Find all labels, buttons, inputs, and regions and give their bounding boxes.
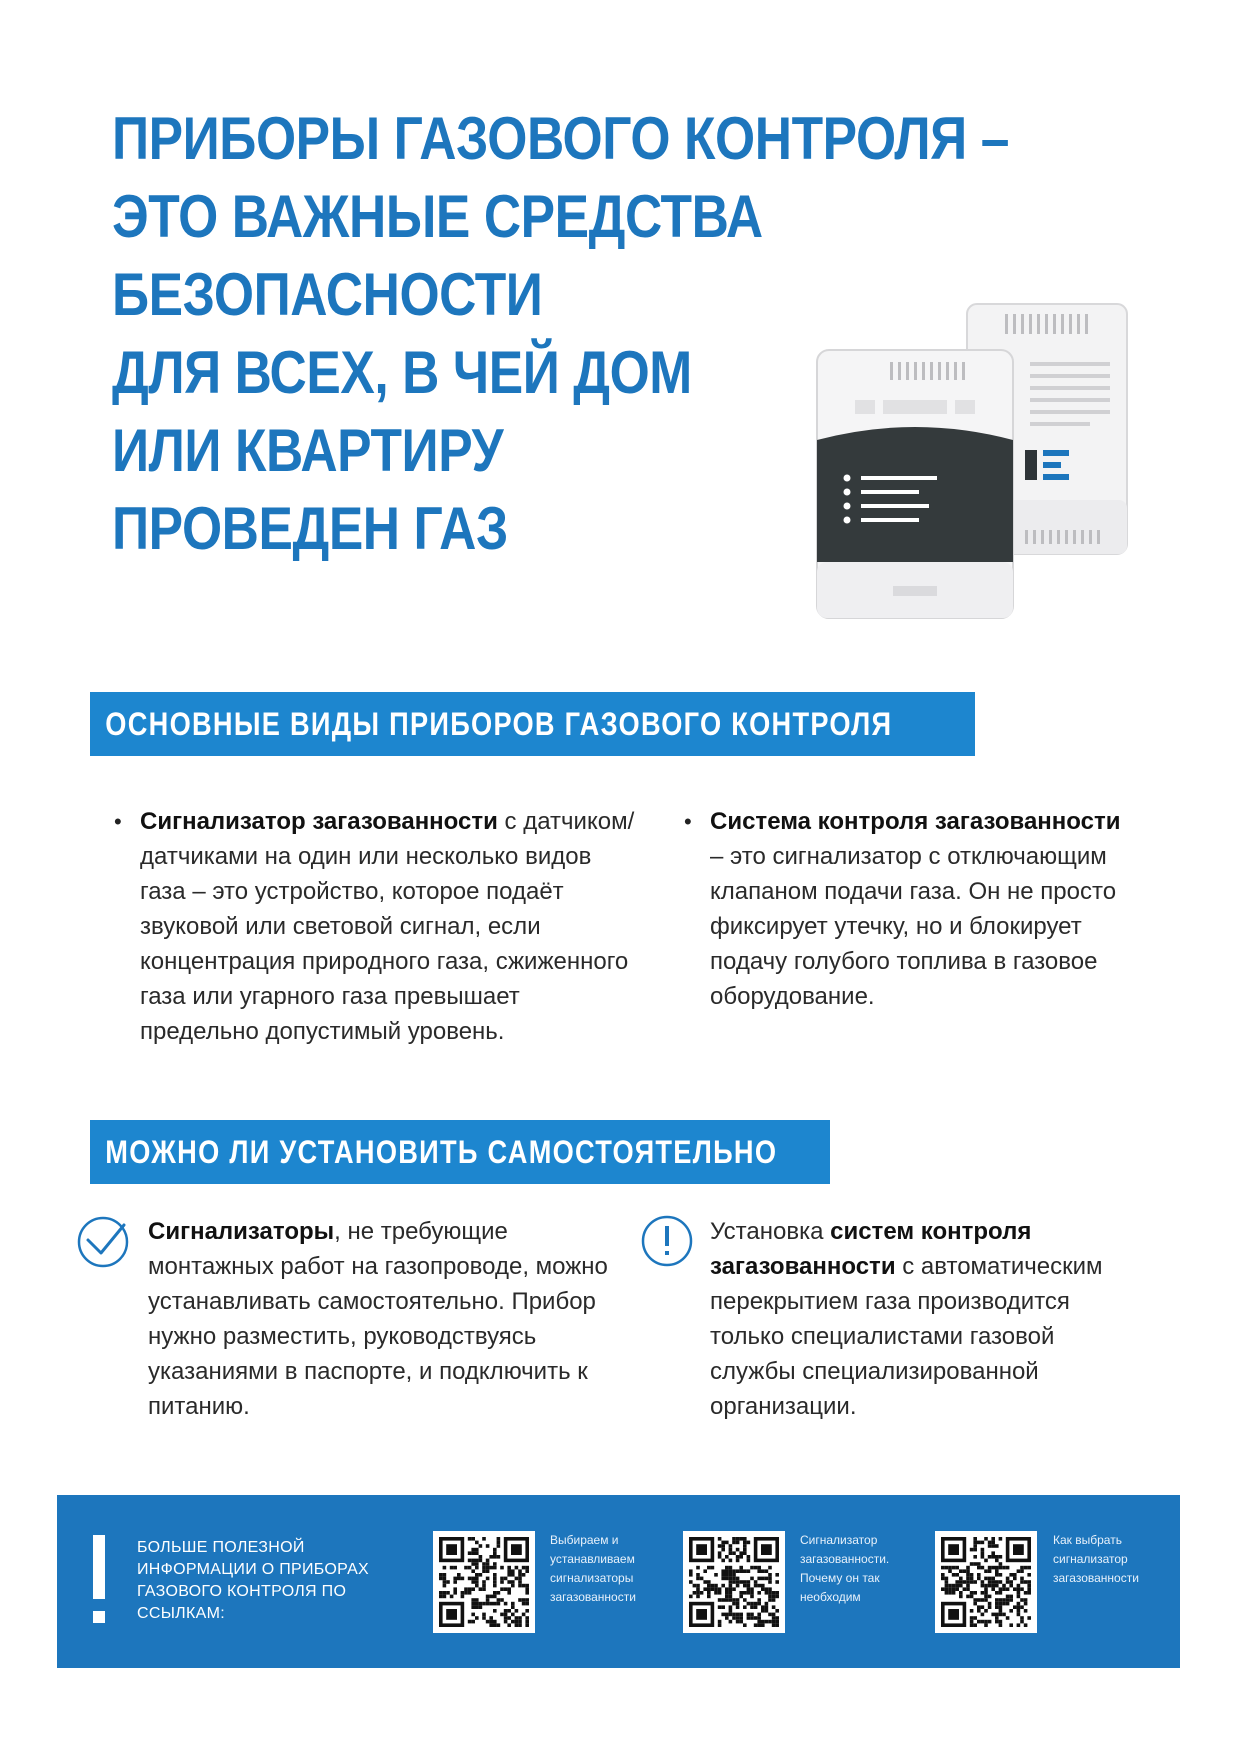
section-heading-self-install: МОЖНО ЛИ УСТАНОВИТЬ САМОСТОЯТЕЛЬНО bbox=[90, 1120, 830, 1184]
title-line: ПРИБОРЫ ГАЗОВОГО КОНТРОЛЯ – bbox=[112, 105, 1010, 172]
title-line: ДЛЯ ВСЕХ, В ЧЕЙ ДОМ bbox=[112, 339, 692, 406]
qr-code-icon bbox=[683, 1531, 785, 1633]
title-line: БЕЗОПАСНОСТИ bbox=[112, 261, 543, 328]
qr-code-link-1[interactable] bbox=[433, 1531, 535, 1633]
title-line: ПРОВЕДЕН ГАЗ bbox=[112, 495, 508, 562]
title-line: ИЛИ КВАРТИРУ bbox=[112, 417, 504, 484]
specialist-install-systems bbox=[710, 1214, 1140, 1424]
alarm-description: с датчиком/ датчиками на один или несколько видов газа – это устройство, которое подаёт звуковой или световой сигнал, если концентрация природного газа, сжиженного газа или угарного газа превышает предельно допустимый уровень. bbox=[140, 808, 635, 1045]
specialist-text-after: с автоматическим перекрытием газа производится только специалистами газовой службы специализированной организации. bbox=[710, 1253, 1103, 1420]
qr-caption-2: Сигнализатор загазованности. Почему он так необходим bbox=[800, 1533, 890, 1604]
qr-code-icon bbox=[935, 1531, 1037, 1633]
section-heading-device-types: ОСНОВНЫЕ ВИДЫ ПРИБОРОВ ГАЗОВОГО КОНТРОЛЯ bbox=[90, 692, 975, 756]
check-circle-icon bbox=[76, 1215, 130, 1269]
bullet: • bbox=[114, 809, 122, 834]
qr-code-link-3[interactable] bbox=[935, 1531, 1037, 1633]
term-control-system: Система контроля загазованности bbox=[710, 808, 1121, 835]
bullet: • bbox=[684, 809, 692, 834]
term-control-systems: систем контроля загазованности bbox=[710, 1218, 1032, 1280]
control-system-description: – это сигнализатор с отключающим клапаном подачи газа. Он не просто фиксирует утечку, но и блокирует подачу голубого топлива в газовое оборудование. bbox=[710, 843, 1117, 1010]
more-info-label: БОЛЬШЕ ПОЛЕЗНОЙ ИНФОРМАЦИИ О ПРИБОРАХ ГАЗОВОГО КОНТРОЛЯ ПО ССЫЛКАМ: bbox=[137, 1539, 370, 1622]
qr-caption-3: Как выбрать сигнализатор загазованности bbox=[1053, 1533, 1139, 1585]
exclamation-icon bbox=[93, 1535, 105, 1625]
title-line: ЭТО ВАЖНЫЕ СРЕДСТВА bbox=[112, 183, 763, 250]
specialist-text-before: Установка bbox=[710, 1218, 831, 1245]
page-title bbox=[112, 100, 1010, 568]
term-alarm: Сигнализатор загазованности bbox=[140, 808, 498, 835]
qr-code-icon bbox=[433, 1531, 535, 1633]
qr-code-link-2[interactable] bbox=[683, 1531, 785, 1633]
self-install-text: , не требующие монтажных работ на газопроводе, можно устанавливать самостоятельно. Прибор нужно разместить, руководствуясь указаниями в паспорте, и подключить к питанию. bbox=[148, 1218, 608, 1420]
footer-links-panel bbox=[57, 1495, 1180, 1668]
device-type-alarm bbox=[114, 804, 640, 1049]
device-type-control-system bbox=[684, 804, 1130, 1014]
self-install-alarms bbox=[148, 1214, 628, 1424]
gas-detector-illustration bbox=[815, 300, 1145, 620]
term-alarms: Сигнализаторы bbox=[148, 1218, 335, 1245]
qr-caption-1: Выбираем и устанавливаем сигнализаторы загазованности bbox=[550, 1533, 636, 1604]
exclamation-circle-icon bbox=[640, 1214, 694, 1268]
